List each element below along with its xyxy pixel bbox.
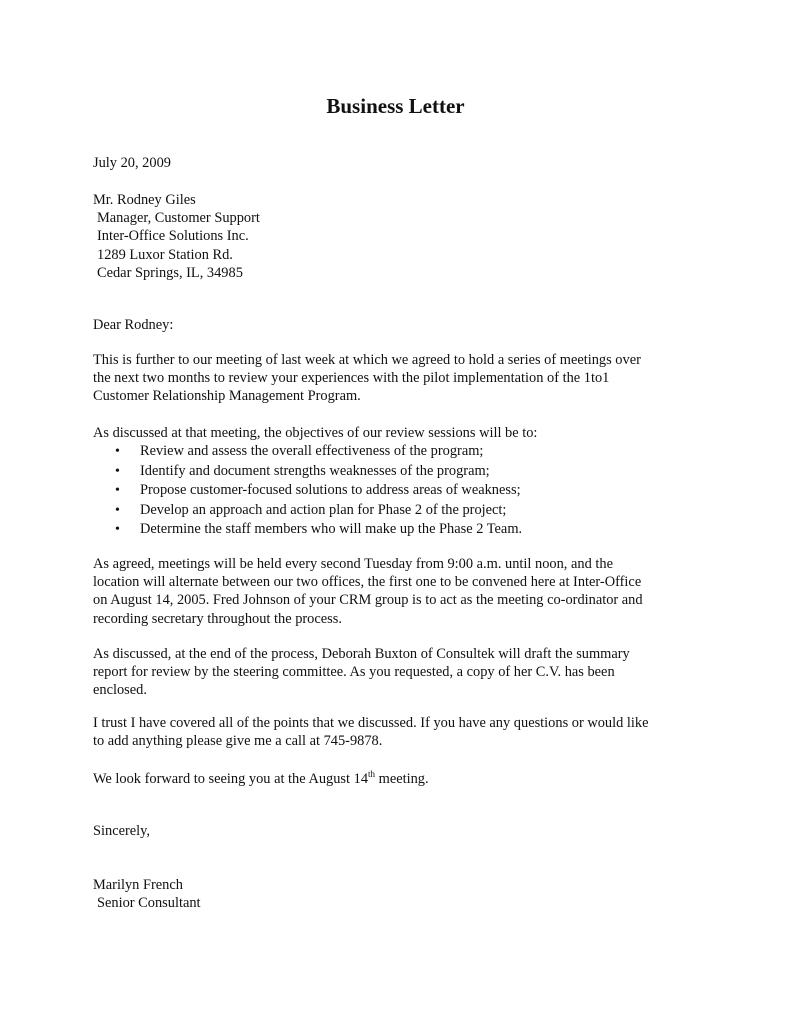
sender-name: Marilyn French [93, 877, 183, 893]
objective-text: Identify and document strengths weaknesses of the program; [140, 462, 490, 479]
signoff [93, 822, 713, 840]
recipient-name: Mr. Rodney Giles [93, 192, 196, 208]
list-item [93, 501, 713, 521]
closing-text-after: meeting. [375, 771, 429, 787]
recipient-address [93, 191, 713, 282]
sender-signature [93, 876, 713, 912]
objective-text: Determine the staff members who will make up the Phase 2 Team. [140, 521, 523, 537]
bullet-icon: • [115, 463, 120, 479]
bullet-icon: • [115, 522, 120, 537]
closing-text-before: We look forward to seeing you at the August 14 [93, 771, 369, 787]
letter-date [93, 154, 713, 172]
list-item [93, 462, 713, 482]
bullet-icon: • [115, 444, 120, 459]
paragraph-line: recording secretary throughout the process. [93, 610, 342, 627]
paragraph-intro [93, 351, 713, 406]
paragraph-line: I trust I have covered all of the points that we discussed. If you have any questions or would like [93, 715, 649, 731]
list-item [93, 442, 713, 462]
closing-superscript: th [368, 769, 376, 779]
objectives-intro-text: As discussed at that meeting, the objectives of our review sessions will be to: [93, 425, 538, 441]
date-text: July 20, 2009 [93, 155, 171, 171]
sender-title: Senior Consultant [97, 895, 201, 912]
paragraph-line: to add anything please give me a call at 745-9878. [93, 733, 383, 750]
objective-text: Review and assess the overall effectiveness of the program; [140, 443, 484, 459]
recipient-position: Manager, Customer Support [97, 210, 260, 227]
recipient-city: Cedar Springs, IL, 34985 [97, 264, 243, 281]
paragraph-summary [93, 645, 713, 700]
closing-paragraph [93, 770, 713, 788]
bullet-icon: • [115, 502, 120, 518]
paragraph-questions [93, 714, 713, 750]
list-item [93, 481, 713, 501]
signoff-text: Sincerely, [93, 823, 151, 839]
salutation-text: Dear Rodney: [93, 317, 174, 333]
paragraph-line: the next two months to review your experiences with the pilot implementation of the 1to1 [93, 370, 610, 387]
paragraph-line: on August 14, 2005. Fred Johnson of your CRM group is to act as the meeting co-ordinator and [93, 592, 643, 609]
letter-title: Business Letter [326, 94, 465, 118]
list-item [93, 520, 713, 540]
recipient-street: 1289 Luxor Station Rd. [97, 246, 233, 263]
paragraph-meetings [93, 555, 713, 628]
salutation [93, 316, 713, 334]
paragraph-line: This is further to our meeting of last week at which we agreed to hold a series of meetings over [93, 352, 641, 368]
paragraph-line: enclosed. [93, 682, 147, 699]
paragraph-line: location will alternate between our two offices, the first one to be convened here at Inter-Office [93, 574, 642, 591]
objective-text: Propose customer-focused solutions to address areas of weakness; [140, 482, 521, 498]
paragraph-line: As agreed, meetings will be held every second Tuesday from 9:00 a.m. until noon, and the [93, 556, 613, 572]
objectives-list [93, 442, 713, 540]
closing-line [93, 770, 713, 788]
recipient-company: Inter-Office Solutions Inc. [97, 228, 249, 245]
objective-text: Develop an approach and action plan for Phase 2 of the project; [140, 501, 507, 518]
paragraph-line: Customer Relationship Management Program. [93, 388, 361, 405]
bullet-icon: • [115, 483, 120, 498]
objectives-intro [93, 424, 713, 442]
paragraph-line: report for review by the steering committee. As you requested, a copy of her C.V. has been [93, 664, 615, 681]
paragraph-line: As discussed, at the end of the process, Deborah Buxton of Consultek will draft the summary [93, 646, 630, 662]
